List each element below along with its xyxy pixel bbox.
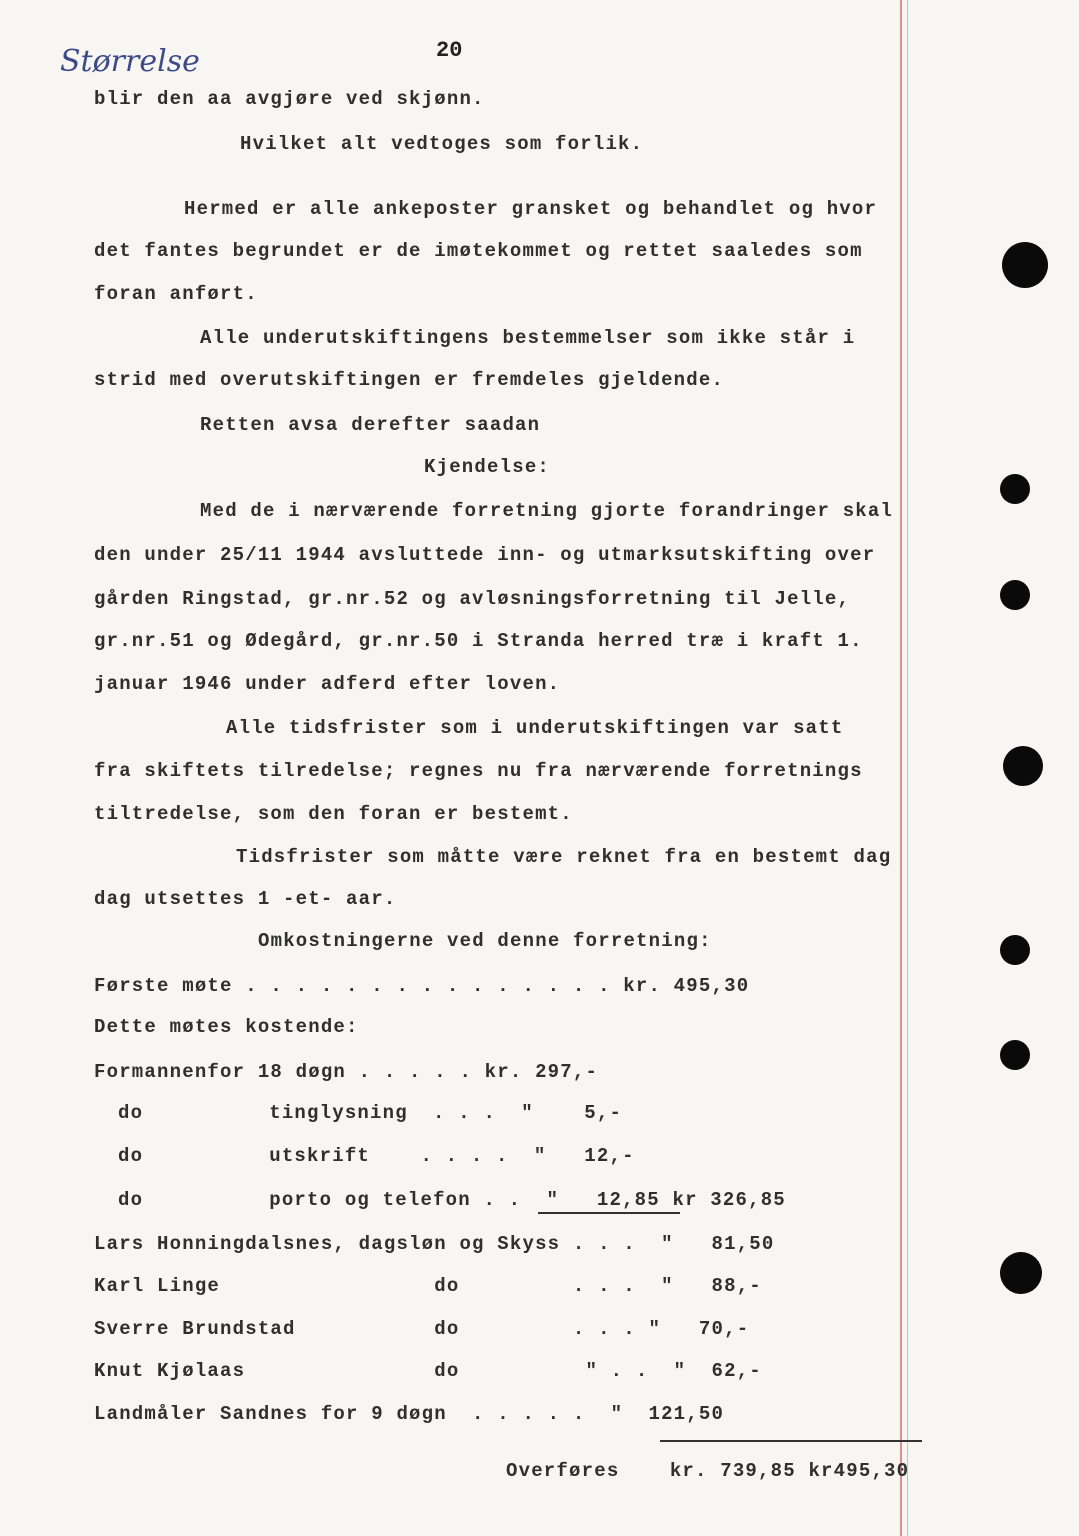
punch-hole (1002, 242, 1048, 288)
carried-forward-line: Overføres kr. 739,85 kr495,30 (506, 1460, 910, 1482)
text-line: Hermed er alle ankeposter gransket og behandlet og hvor (184, 198, 878, 220)
margin-rule-secondary (907, 0, 908, 1536)
text-line: januar 1946 under adferd efter loven. (94, 673, 561, 695)
punch-hole (1000, 1252, 1042, 1294)
punch-hole (1000, 1040, 1030, 1070)
text-line: Med de i nærværende forretning gjorte forandringer skal (200, 500, 894, 522)
text-line: Tidsfrister som måtte være reknet fra en bestemt dag (236, 846, 892, 868)
cost-line: Dette møtes kostende: (94, 1016, 359, 1038)
cost-line: do utskrift . . . . " 12,- (118, 1145, 635, 1167)
text-line: gården Ringstad, gr.nr.52 og avløsningsforretning til Jelle, (94, 588, 851, 610)
cost-line: do tinglysning . . . " 5,- (118, 1102, 623, 1124)
text-line: gr.nr.51 og Ødegård, gr.nr.50 i Stranda herred træ i kraft 1. (94, 630, 863, 652)
punch-hole (1003, 746, 1043, 786)
margin-note: Størrelse (60, 44, 200, 79)
text-line: Alle tidsfrister som i underutskiftingen var satt (226, 717, 844, 739)
text-line: strid med overutskiftingen er fremdeles gjeldende. (94, 369, 725, 391)
text-line: den under 25/11 1944 avsluttede inn- og utmarksutskifting over (94, 544, 876, 566)
subtotal-rule (538, 1212, 680, 1214)
text-line: foran anført. (94, 283, 258, 305)
punch-hole (1000, 580, 1030, 610)
text-line: Hvilket alt vedtoges som forlik. (240, 133, 644, 155)
text-line: blir den aa avgjøre ved skjønn. (94, 88, 485, 110)
cost-line: Første møte . . . . . . . . . . . . . . . kr. 495,30 (94, 975, 750, 997)
costs-heading: Omkostningerne ved denne forretning: (258, 930, 712, 952)
punch-hole (1000, 474, 1030, 504)
cost-line: Lars Honningdalsnes, dagsløn og Skyss . . . " 81,50 (94, 1233, 775, 1255)
punch-hole (1000, 935, 1030, 965)
text-line: Alle underutskiftingens bestemmelser som ikke står i (200, 327, 856, 349)
cost-line: Karl Linge do . . . " 88,- (94, 1275, 762, 1297)
cost-line: Knut Kjølaas do " . . " 62,- (94, 1360, 762, 1382)
cost-line: Sverre Brundstad do . . . " 70,- (94, 1318, 750, 1340)
total-rule (660, 1440, 922, 1442)
text-line: tiltredelse, som den foran er bestemt. (94, 803, 573, 825)
text-line: fra skiftets tilredelse; regnes nu fra nærværende forretnings (94, 760, 863, 782)
text-line: Retten avsa derefter saadan (200, 414, 541, 436)
text-line: dag utsettes 1 -et- aar. (94, 888, 397, 910)
section-heading: Kjendelse: (424, 456, 551, 478)
margin-rule (900, 0, 902, 1536)
cost-line: Formannenfor 18 døgn . . . . . kr. 297,- (94, 1061, 599, 1083)
cost-line: do porto og telefon . . " 12,85 kr 326,85 (118, 1189, 786, 1211)
text-line: det fantes begrundet er de imøtekommet og rettet saaledes som (94, 240, 863, 262)
cost-line: Landmåler Sandnes for 9 døgn . . . . . " 121,50 (94, 1403, 725, 1425)
page-number: 20 (436, 38, 463, 63)
